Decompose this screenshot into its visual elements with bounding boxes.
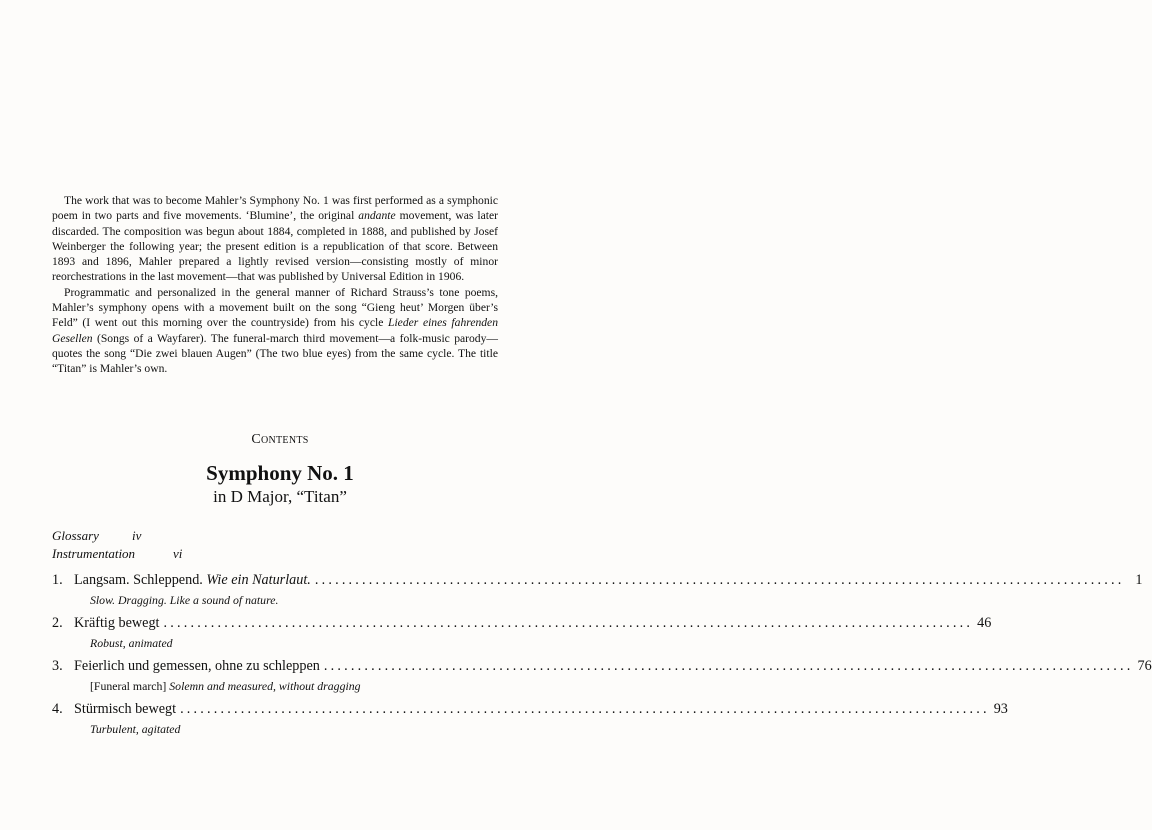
movement-title: Langsam. Schleppend. Wie ein Naturlaut. [74, 572, 311, 588]
movement-page: 93 [993, 701, 1008, 717]
movement-title: Stürmisch bewegt [74, 701, 177, 717]
front-matter-item-glossary[interactable] [52, 527, 352, 545]
movement-page: 76 [1137, 658, 1152, 674]
movement-number: 4. [52, 701, 63, 717]
leader-dots: ........................................................................................................................ [323, 658, 1134, 674]
front-matter-label: Instrumentation [52, 546, 136, 561]
front-matter-item-instrumentation[interactable] [52, 545, 352, 563]
movement-title: Feierlich und gemessen, ohne zu schleppen [74, 658, 320, 674]
front-matter-page: vi [173, 546, 183, 561]
leader-dots: ........................................................................................................................ [180, 701, 990, 717]
front-matter-page: iv [132, 528, 142, 543]
work-title: Symphony No. 1 [206, 461, 354, 485]
contents-heading: Contents [251, 432, 309, 447]
intro-p2-text-cont: (Songs of a Wayfarer). The funeral-march third movement—a folk-music parody—quotes the song “Die zwei blauen Augen” (The two blue eyes) from the same cycle. The title “Titan” is Mahler’s own. [52, 331, 498, 376]
movement-translation: Turbulent, agitated [90, 722, 181, 736]
intro-p2-italic: Lieder eines fahrenden Gesellen [52, 316, 499, 345]
movement-page: 46 [977, 615, 992, 631]
intro-p1-italic: andante [358, 209, 396, 223]
movement-translation: [Funeral march] Solemn and measured, without dragging [90, 679, 361, 693]
intro-paragraph-1 [52, 193, 498, 285]
front-matter-list [52, 527, 352, 563]
intro-paragraph-2 [52, 285, 498, 377]
movement-translation: Slow. Dragging. Like a sound of nature. [90, 593, 279, 607]
movement-page: 1 [1135, 572, 1143, 588]
movement-title: Kräftig bewegt [74, 615, 160, 631]
front-matter-label: Glossary [52, 528, 99, 543]
leader-dots: ........................................................................................................................ [163, 615, 974, 631]
movement-entry-2[interactable] [52, 614, 992, 651]
movement-number: 3. [52, 658, 63, 674]
movement-number: 2. [52, 615, 63, 631]
movement-entry-1[interactable] [52, 571, 1143, 608]
intro-p1-text: The work that was to become Mahler’s Symphony No. 1 was first performed as a symphonic poem in two parts and five movements. ‘Blumine’, the original [52, 194, 498, 223]
movement-entry-3[interactable] [52, 657, 1152, 694]
work-subtitle: in D Major, “Titan” [213, 487, 347, 506]
intro-p2-text: Programmatic and personalized in the general manner of Richard Strauss’s tone poems, Mahler’s symphony opens with a movement built on the song “Gieng heut’ Morgen über’s Feld” (I went out this morning over the countryside) from his cycle [52, 285, 498, 330]
movement-translation: Robust, animated [90, 636, 173, 650]
intro-p1-text-cont: movement, was later discarded. The composition was begun about 1884, completed in 1888, and published by Josef Weinberger the following year; the present edition is a republication of that score. Between 1893 and 1896, Mahler prepared a lightly revised version—consisting mostly of minor reorchestrations in the last movement—that was published by Universal Edition in 1906. [52, 209, 498, 284]
leader-dots: ........................................................................................................................ [314, 572, 1125, 588]
movement-number: 1. [52, 572, 63, 588]
intro-text [52, 193, 498, 377]
movement-entry-4[interactable] [52, 700, 1008, 737]
